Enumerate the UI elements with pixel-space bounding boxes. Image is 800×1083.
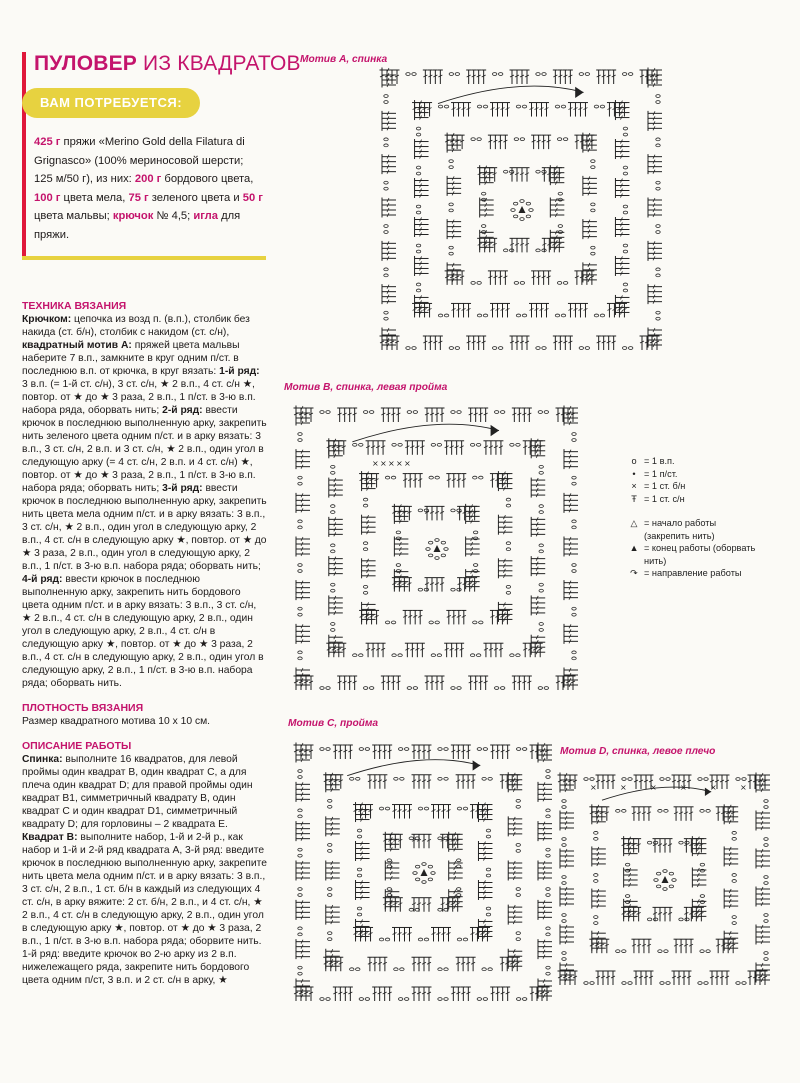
chart-legend [624,455,764,580]
description-paragraph-1: Спинка: выполните 16 квадратов, для левой проймы один квадрат В, один квадрат С, а для плеча один квадрат D; для правой проймы один квадрат В1, симметричный квадрату В, один квадрат С и один квадрат D1, симметричный квадрату D; для горловины – 2 квадрата Е. [22,754,253,830]
materials-badge: ВАМ ПОТРЕБУЕТСЯ: [22,88,200,118]
svg-text:×: × [740,783,747,792]
chart-d-caption: Мотив D, спинка, левое плечо [560,746,716,757]
svg-text:×: × [388,459,395,468]
technique-paragraph-1: Крючком: цепочка из возд п. (в.п.), столбик без накида (ст. б/н), столбик с накидом (ст. с/н), [22,314,250,338]
end-triangle-icon: ▲ [629,543,639,553]
motif-d-chart [558,773,771,986]
legend-row-slip: • = 1 п/ст. [624,468,764,481]
chart-a-caption: Мотив А, спинка [300,54,388,65]
motif-a-chart [380,68,663,351]
svg-text:×: × [380,459,387,468]
density-text: Размер квадратного мотива 10 х 10 см. [22,716,211,727]
svg-text:×: × [620,783,627,792]
direction-arrow-icon: ↷ [630,568,638,578]
technique-heading: ТЕХНИКА ВЯЗАНИЯ [22,300,127,312]
start-triangle-icon: △ [630,518,638,528]
svg-text:×: × [680,783,687,792]
single-crochet-icon: × [631,481,637,491]
density-heading: ПЛОТНОСТЬ ВЯЗАНИЯ [22,702,144,714]
legend-row-start: △ = начало работы (закрепить нить) [624,517,764,542]
motif-b-chart [294,406,579,691]
legend-row-end: ▲ = конец работы (оборвать нить) [624,542,764,567]
technique-paragraph-2: квадратный мотив А: пряжей цвета мальвы наберите 7 в.п., замкните в круг одним п/ст. в последнюю в.п. от крючка, в круг вязать: 1-й ряд: 3 в.п. (= 1-й ст. с/н), 3 ст. с/н, ★ 2 в.п., 4 ст. с/н ★, повтор. от ★ до ★ 3 раза, 2 в.п., 1 п/ст. в 3-ю в.п. набора ряда, оборвать нить; 2-й ряд: ввести крючок в последнюю выполненную арку, закрепить нить зеленого цвета одним п/ст. и в арку вязать: 3 в.п., 3 ст. с/н, 2 в.п. и 3 ст. с/н, ★ 2 в.п., один угол в следующую арку (= 4 ст. с/н, 2 в.п. и 4 ст. с/н) ★, повтор. от ★ до ★ 3 раза, 2 в.п., 1 п/ст. в 3-ю в.п. набора ряда; оборвать нить; 3-й ряд: ввести крючок в последнюю выполненную арку, закрепить нить цвета мела одним п/ст. и в арку вязать: 3 в.п., 3 ст. с/н, ★ 2 в.п., один угол в следующую арку, 2 в.п., 4 ст. с/н в следующую арку ★, повтор. от ★ до ★ 3 раза, 2 в.п., один угол в следующую арку, 2 в.п., 1 п/ст. в 3-ю в.п. набора ряда; оборвать нить; 4-й ряд: ввести крючок в последнюю выполненную арку, закрепить нить бордового цвета одним п/ст. и в арку вязать: 3 в.п., 3 ст. с/н, ★ 2 в.п., 4 ст. с/н в следующую арку, 2 в.п., один угол в следующую арку, 2 в.п., 4 ст. с/н в следующую арку ★, повтор. от ★ до ★ 3 раза, 2 в.п., 4 ст. с/н в следующую арку, 2 в.п., один угол в следующую арку, 2 в.п., 1 п/ст. в 3-ю в.п. набора ряда; оборвать нить. [22,340,267,689]
materials-text: 425 г пряжи «Merino Gold della Filatura di Grignasco» (100% мериносовой шерсти; 125 м/50 г), из них: 200 г бордового цвета, 100 г цвета мела, 75 г зеленого цвета и 50 г цвета мальвы; крючок № 4,5; игла для пряжи. [34,136,263,241]
legend-row-sc: × = 1 ст. б/н [624,480,764,493]
legend-row-direction: ↷ = направление работы [624,567,764,580]
svg-text:×: × [372,459,379,468]
chain-stitch-icon: о [631,456,637,466]
svg-text:×: × [650,783,657,792]
motif-c-chart [294,743,553,1002]
legend-row-chain: о = 1 в.п. [624,455,764,468]
svg-text:×: × [590,783,597,792]
chart-b-caption: Мотив В, спинка, левая пройма [284,382,448,393]
svg-text:×: × [396,459,403,468]
description-paragraph-2: Квадрат В: выполните набор, 1-й и 2-й р., как набор и 1-й и 2-й ряд квадрата А, 3-й ряд: введите крючок в последнюю выполненную арку, закрепите нить цвета мела одним п/ст. и в арку вязать: 3 в.п., 3 ст. с/н, 2 в.п., 1 ст. б/н в каждый из следующих 4 ст. с/н, в арку вяжите: 2 ст. б/н, 2 в.п., и 4 ст. с/н, ★ 2 в.п., 4 ст. с/н в следующую арку, 2 в.п., один угол в следующую арку ★, повтор. от ★ до ★ 3 раза, 2 в.п., 1 п/ст. в 3-ю в.п. набора ряда; оборвите нить. 1-й ряд: введите крючок во 2-ю арку из 2 в.п. нижележащего ряда, закрепите нить бордового цвета одним п/ст, 3 в.п. и 2 ст. с/н в арку, ★ [22,832,267,986]
svg-text:×: × [710,783,717,792]
description-heading: ОПИСАНИЕ РАБОТЫ [22,740,132,752]
legend-row-dc: Ŧ = 1 ст. с/н [624,493,764,506]
svg-text:×: × [404,459,411,468]
chart-c-caption: Мотив С, пройма [288,718,379,729]
double-crochet-icon: Ŧ [631,493,637,504]
slip-stitch-icon: • [632,468,636,479]
page-title: ПУЛОВЕР ИЗ КВАДРАТОВ [34,52,301,75]
